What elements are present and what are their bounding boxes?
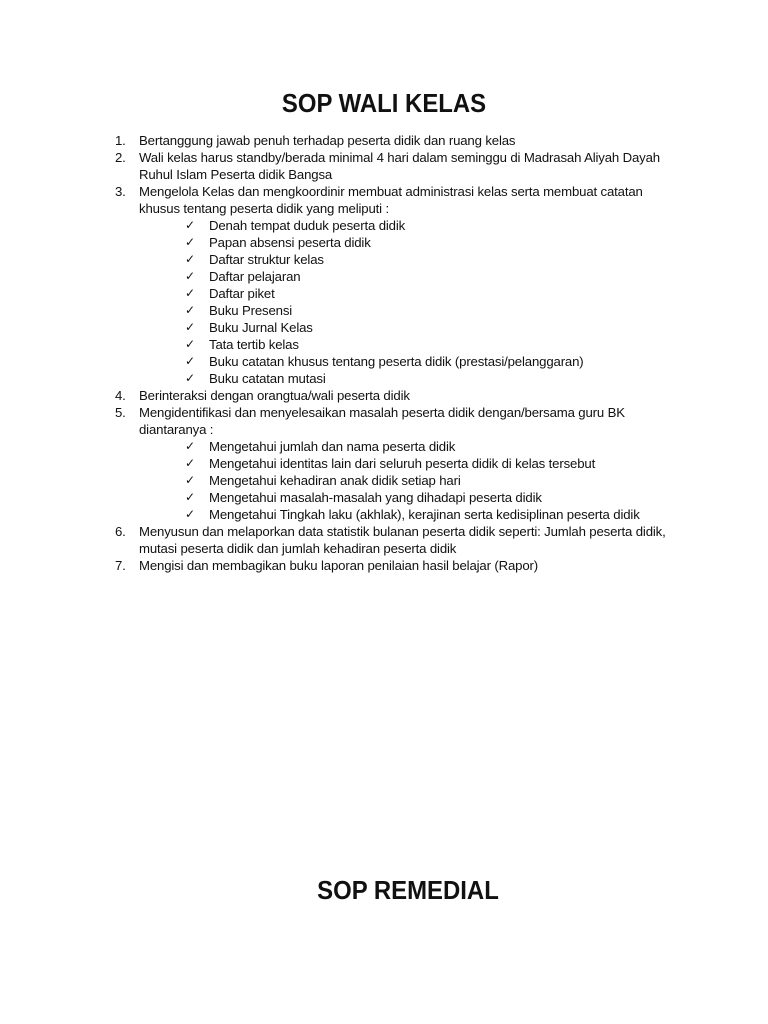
checkmark-icon: ✓ bbox=[185, 439, 195, 453]
sop-item bbox=[115, 557, 675, 574]
checklist-item bbox=[185, 302, 675, 319]
item-text: Mengisi dan membagikan buku laporan penilaian hasil belajar (Rapor) bbox=[139, 558, 539, 573]
document-title: SOP WALI KELAS bbox=[281, 88, 487, 118]
sop-list bbox=[115, 132, 675, 574]
checklist-item bbox=[185, 506, 675, 523]
checklist-item bbox=[185, 472, 675, 489]
checklist-item bbox=[185, 319, 675, 336]
checkmark-icon: ✓ bbox=[185, 456, 195, 470]
item-number: 2. bbox=[115, 150, 126, 165]
sop-item bbox=[115, 404, 675, 523]
checklist-text: Buku Jurnal Kelas bbox=[209, 320, 313, 335]
checkmark-icon: ✓ bbox=[185, 507, 195, 521]
checklist-text: Mengetahui identitas lain dari seluruh peserta didik di kelas tersebut bbox=[209, 456, 596, 471]
item-number: 4. bbox=[115, 388, 126, 403]
checklist-text: Tata tertib kelas bbox=[209, 337, 299, 352]
item-number: 7. bbox=[115, 558, 126, 573]
sop-item bbox=[115, 132, 675, 149]
sop-item bbox=[115, 387, 675, 404]
checklist-text: Mengetahui kehadiran anak didik setiap hari bbox=[209, 473, 461, 488]
item-number: 6. bbox=[115, 524, 126, 539]
item-number: 1. bbox=[115, 133, 126, 148]
checklist-text: Daftar pelajaran bbox=[209, 269, 301, 284]
checkmark-icon: ✓ bbox=[185, 371, 195, 385]
section-title-remedial: SOP REMEDIAL bbox=[317, 875, 499, 905]
checkmark-icon: ✓ bbox=[185, 354, 195, 368]
checklist-item bbox=[185, 489, 675, 506]
checklist-text: Daftar piket bbox=[209, 286, 275, 301]
item-text: Wali kelas harus standby/berada minimal 4 hari dalam seminggu di Madrasah Aliyah Dayah Ruhul Islam Peserta didik Bangsa bbox=[139, 150, 660, 182]
checklist bbox=[139, 217, 675, 387]
checklist-text: Buku catatan mutasi bbox=[209, 371, 326, 386]
item-text: Mengelola Kelas dan mengkoordinir membuat administrasi kelas serta membuat catatan khusus tentang peserta didik yang meliputi : bbox=[139, 184, 643, 216]
sop-item bbox=[115, 183, 675, 387]
checklist-item bbox=[185, 234, 675, 251]
sop-item bbox=[115, 523, 675, 557]
checkmark-icon: ✓ bbox=[185, 235, 195, 249]
checklist-item bbox=[185, 217, 675, 234]
checkmark-icon: ✓ bbox=[185, 218, 195, 232]
checkmark-icon: ✓ bbox=[185, 337, 195, 351]
checklist-text: Mengetahui jumlah dan nama peserta didik bbox=[209, 439, 456, 454]
checkmark-icon: ✓ bbox=[185, 286, 195, 300]
checkmark-icon: ✓ bbox=[185, 490, 195, 504]
checklist-item bbox=[185, 353, 675, 370]
checkmark-icon: ✓ bbox=[185, 269, 195, 283]
checkmark-icon: ✓ bbox=[185, 320, 195, 334]
checklist-text: Mengetahui Tingkah laku (akhlak), kerajinan serta kedisiplinan peserta didik bbox=[209, 507, 640, 522]
checklist-text: Denah tempat duduk peserta didik bbox=[209, 218, 406, 233]
item-number: 3. bbox=[115, 184, 126, 199]
checkmark-icon: ✓ bbox=[185, 252, 195, 266]
checkmark-icon: ✓ bbox=[185, 473, 195, 487]
item-text: Bertanggung jawab penuh terhadap peserta didik dan ruang kelas bbox=[139, 133, 516, 148]
checklist-text: Papan absensi peserta didik bbox=[209, 235, 371, 250]
checklist-item bbox=[185, 285, 675, 302]
checklist-text: Buku Presensi bbox=[209, 303, 293, 318]
checklist-text: Daftar struktur kelas bbox=[209, 252, 324, 267]
checklist-item bbox=[185, 438, 675, 455]
checkmark-icon: ✓ bbox=[185, 303, 195, 317]
checklist-item bbox=[185, 268, 675, 285]
checklist bbox=[139, 438, 675, 523]
sop-item bbox=[115, 149, 675, 183]
item-text: Menyusun dan melaporkan data statistik bulanan peserta didik seperti: Jumlah peserta didik, mutasi peserta didik dan jumlah kehadiran peserta didik bbox=[139, 524, 666, 556]
item-text: Berinteraksi dengan orangtua/wali peserta didik bbox=[139, 388, 410, 403]
checklist-text: Mengetahui masalah-masalah yang dihadapi peserta didik bbox=[209, 490, 542, 505]
checklist-text: Buku catatan khusus tentang peserta didik (prestasi/pelanggaran) bbox=[209, 354, 584, 369]
checklist-item bbox=[185, 370, 675, 387]
checklist-item bbox=[185, 336, 675, 353]
item-text: Mengidentifikasi dan menyelesaikan masalah peserta didik dengan/bersama guru BK diantaranya : bbox=[139, 405, 625, 437]
item-number: 5. bbox=[115, 405, 126, 420]
checklist-item bbox=[185, 455, 675, 472]
checklist-item bbox=[185, 251, 675, 268]
